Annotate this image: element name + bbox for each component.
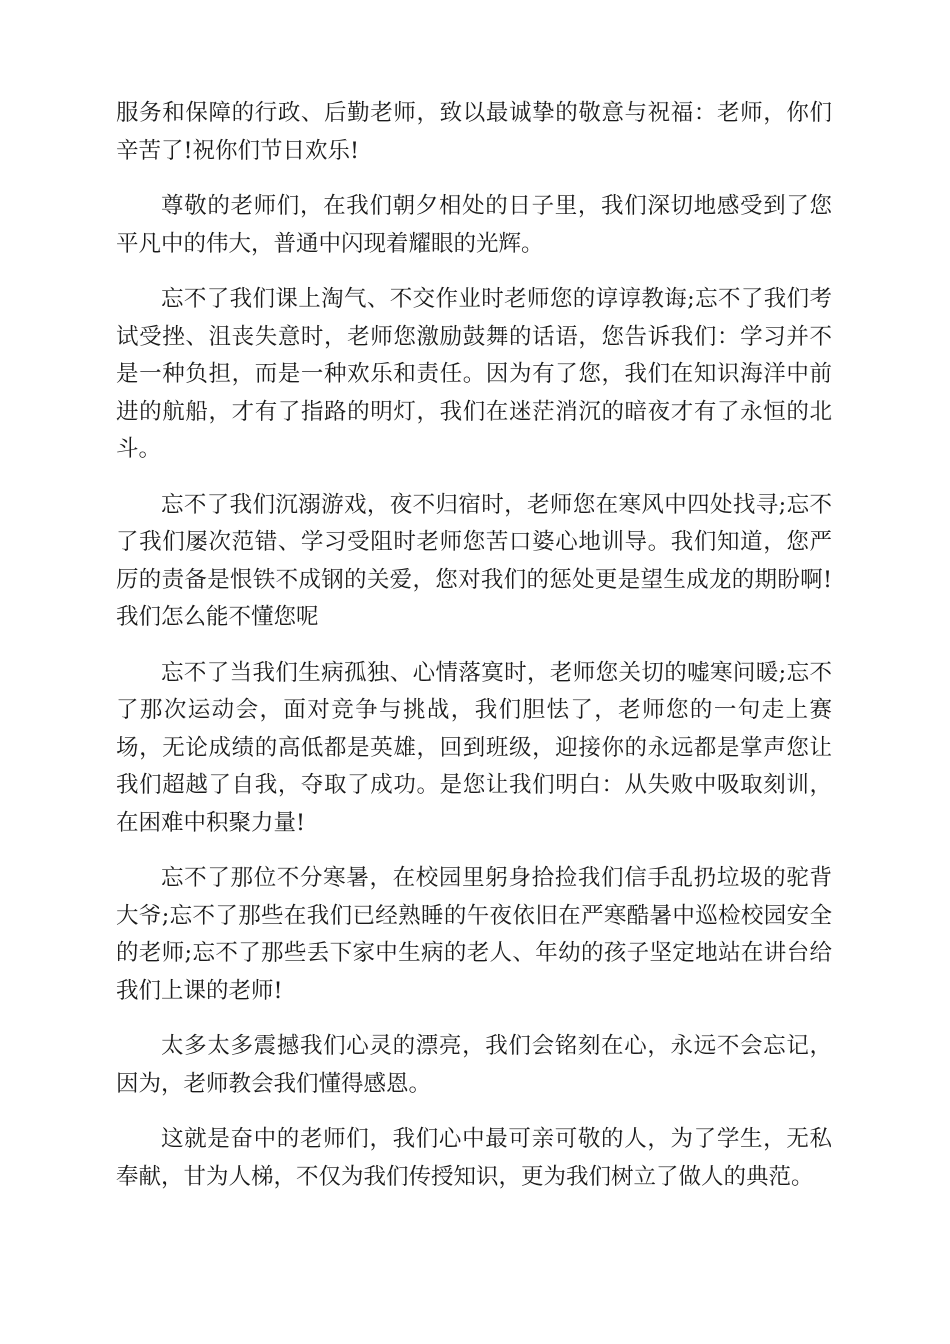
paragraph-5: 忘不了当我们生病孤独、心情落寞时，老师您关切的嘘寒问暖;忘不了那次运动会，面对竞争与挑战，我们胆怯了，老师您的一句走上赛场，无论成绩的高低都是英雄，回到班级，迎接你的永远都是掌声您让我们超越了自我，夺取了成功。是您让我们明白：从失败中吸取刻训，在困难中积聚力量! (116, 659, 832, 836)
paragraph-1: 服务和保障的行政、后勤老师，致以最诚挚的敬意与祝福：老师，你们辛苦了!祝你们节日欢乐! (116, 100, 832, 164)
paragraph-4: 忘不了我们沉溺游戏，夜不归宿时，老师您在寒风中四处找寻;忘不了我们屡次范错、学习受阻时老师您苦口婆心地训导。我们知道，您严厉的责备是恨铁不成钢的关爱，您对我们的惩处更是望生成龙的期盼啊!我们怎么能不懂您呢 (116, 491, 832, 630)
document-page (116, 95, 832, 1214)
paragraph-6: 忘不了那位不分寒暑，在校园里躬身拾捡我们信手乱扔垃圾的驼背大爷;忘不了那些在我们已经熟睡的午夜依旧在严寒酷暑中巡检校园安全的老师;忘不了那些丢下家中生病的老人、年幼的孩子坚定地站在讲台给我们上课的老师! (116, 865, 832, 1004)
paragraph-2: 尊敬的老师们，在我们朝夕相处的日子里，我们深切地感受到了您平凡中的伟大，普通中闪现着耀眼的光辉。 (116, 193, 832, 257)
paragraph-8: 这就是奋中的老师们，我们心中最可亲可敬的人，为了学生，无私奉献，甘为人梯，不仅为我们传授知识，更为我们树立了做人的典范。 (116, 1126, 832, 1190)
paragraph-3: 忘不了我们课上淘气、不交作业时老师您的谆谆教诲;忘不了我们考试受挫、沮丧失意时，老师您激励鼓舞的话语，您告诉我们：学习并不是一种负担，而是一种欢乐和责任。因为有了您，我们在知识海洋中前进的航船，才有了指路的明灯，我们在迷茫消沉的暗夜才有了永恒的北斗。 (116, 286, 832, 462)
paragraph-7: 太多太多震撼我们心灵的漂亮，我们会铭刻在心，永远不会忘记，因为，老师教会我们懂得感恩。 (116, 1033, 832, 1097)
